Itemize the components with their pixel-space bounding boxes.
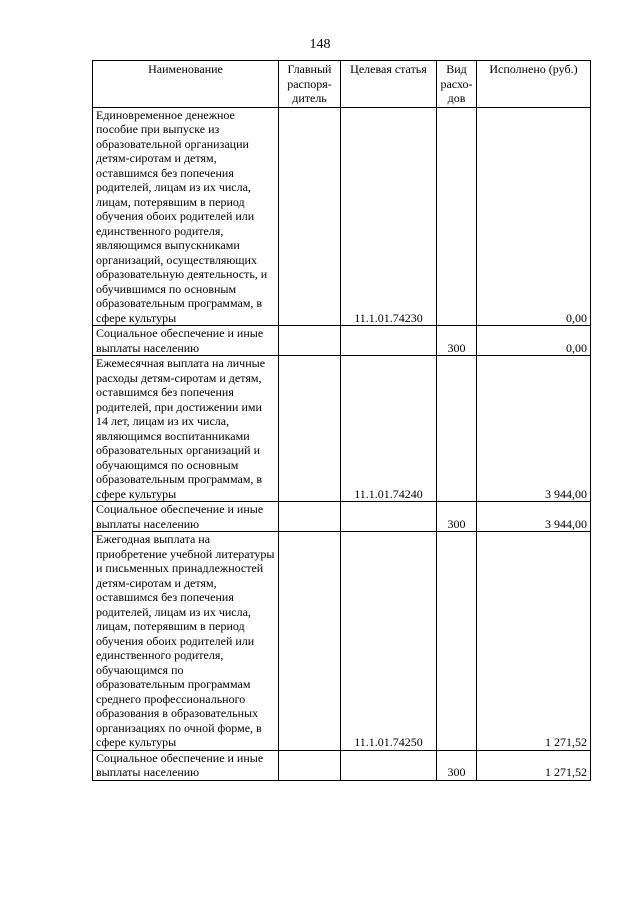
row-type <box>437 356 477 502</box>
row-name: Единовременное денежное пособие при выпуске из образовательной организации детям-сиротам и детям, оставшимся без попечения родителей, лицам из их числа, лицам, потерявшим в период обучения обоих родителей или единственного родителя, являющимся выпускниками организаций, осуществляющих образовательную деятельность, и обучившимся по основным образовательным программам, в сфере культуры <box>93 107 279 326</box>
table-header-row <box>93 61 591 108</box>
table-row <box>93 356 591 502</box>
table-row <box>93 107 591 326</box>
row-target: 11.1.01.74230 <box>341 107 437 326</box>
header-type: Вид расхо-дов <box>437 61 477 108</box>
budget-execution-table <box>92 60 591 781</box>
row-target <box>341 326 437 356</box>
row-amount: 3 944,00 <box>477 356 591 502</box>
row-ministry <box>279 750 341 780</box>
row-name: Социальное обеспечение и иные выплаты населению <box>93 326 279 356</box>
row-ministry <box>279 356 341 502</box>
row-amount: 0,00 <box>477 326 591 356</box>
header-ministry: Главный распоря-дитель <box>279 61 341 108</box>
row-amount: 0,00 <box>477 107 591 326</box>
row-name: Ежемесячная выплата на личные расходы детям-сиротам и детям, оставшимся без попечения родителей, при достижении ими 14 лет, лицам из их числа, являющимся воспитанниками образовательных организаций и обучающимся по основным образовательным программам, в сфере культуры <box>93 356 279 502</box>
table-row <box>93 532 591 751</box>
row-ministry <box>279 107 341 326</box>
row-type: 300 <box>437 502 477 532</box>
header-name: Наименование <box>93 61 279 108</box>
table-row <box>93 750 591 780</box>
header-amount: Исполнено (руб.) <box>477 61 591 108</box>
table-row <box>93 326 591 356</box>
row-ministry <box>279 532 341 751</box>
row-target: 11.1.01.74240 <box>341 356 437 502</box>
row-name: Социальное обеспечение и иные выплаты населению <box>93 502 279 532</box>
row-target: 11.1.01.74250 <box>341 532 437 751</box>
row-amount: 1 271,52 <box>477 532 591 751</box>
row-name: Социальное обеспечение и иные выплаты населению <box>93 750 279 780</box>
row-type: 300 <box>437 326 477 356</box>
page-number: 148 <box>309 37 331 52</box>
row-target <box>341 750 437 780</box>
row-ministry <box>279 502 341 532</box>
header-target: Целевая статья <box>341 61 437 108</box>
row-name: Ежегодная выплата на приобретение учебной литературы и письменных принадлежностей детям-сиротам и детям, оставшимся без попечения родителей, лицам из их числа, лицам, потерявшим в период обучения обоих родителей или единственного родителя, обучающимся по образовательным программам среднего профессионального образования в образовательных организациях по очной форме, в сфере культуры <box>93 532 279 751</box>
row-amount: 3 944,00 <box>477 502 591 532</box>
row-amount: 1 271,52 <box>477 750 591 780</box>
row-type <box>437 107 477 326</box>
row-type: 300 <box>437 750 477 780</box>
table-row <box>93 502 591 532</box>
row-type <box>437 532 477 751</box>
row-target <box>341 502 437 532</box>
row-ministry <box>279 326 341 356</box>
